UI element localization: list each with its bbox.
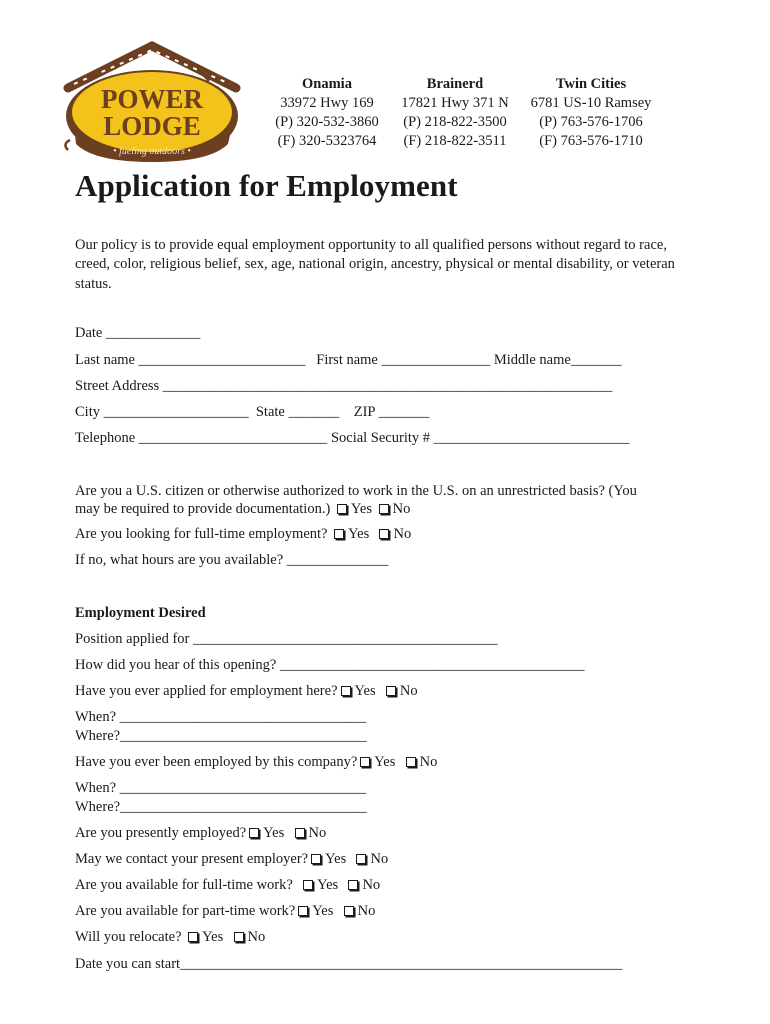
yes-label: Yes [348, 526, 370, 542]
location-phone: (P) 763-576-1706 [539, 114, 643, 130]
location-phone: (P) 320-532-3860 [275, 114, 379, 130]
applied-yes-checkbox[interactable] [341, 686, 351, 696]
presently-yes-checkbox[interactable] [249, 828, 259, 838]
employed-yes-checkbox[interactable] [360, 757, 370, 767]
location-name: Brainerd [426, 76, 484, 92]
fulltime-question-row [75, 526, 411, 543]
city-state-zip-row [75, 404, 429, 421]
location-fax: (F) 763-576-1710 [539, 133, 643, 149]
no-label: No [419, 754, 438, 770]
employed-where-field[interactable]: Where?__________________________________ [75, 799, 367, 815]
no-label: No [399, 683, 418, 699]
presently-employed-question: Are you presently employed? [75, 825, 247, 841]
employed-before-row [75, 754, 437, 771]
start-date-field[interactable]: Date you can start_____________________________________________________________ [75, 956, 623, 972]
hours-available-field[interactable]: If no, what hours are you available? ______________ [75, 552, 389, 568]
parttime-work-yes-checkbox[interactable] [298, 906, 308, 916]
parttime-work-row [75, 903, 375, 920]
contact-yes-checkbox[interactable] [311, 854, 321, 864]
telephone-field[interactable]: Telephone __________________________ [75, 430, 328, 446]
citizen-question-line1: Are you a U.S. citizen or otherwise authorized to work in the U.S. on an unrestricted basis? (You [75, 483, 637, 499]
parttime-work-no-checkbox[interactable] [344, 906, 354, 916]
no-label: No [392, 501, 411, 517]
no-label: No [308, 825, 327, 841]
location-phone: (P) 218-822-3500 [403, 114, 507, 130]
employed-no-checkbox[interactable] [406, 757, 416, 767]
yes-label: Yes [350, 501, 373, 517]
phone-ssn-row [75, 430, 629, 447]
name-row [75, 352, 622, 369]
yes-label: Yes [317, 877, 339, 893]
fulltime-work-no-checkbox[interactable] [348, 880, 358, 890]
logo-line-1: POWER [100, 84, 204, 114]
relocate-yes-checkbox[interactable] [188, 932, 198, 942]
presently-employed-row [75, 825, 326, 842]
yes-label: Yes [263, 825, 285, 841]
relocate-no-checkbox[interactable] [234, 932, 244, 942]
location-name: Twin Cities [555, 76, 627, 92]
location-address: 33972 Hwy 169 [280, 95, 374, 111]
no-label: No [393, 526, 412, 542]
location-name: Onamia [302, 76, 352, 92]
fulltime-no-checkbox[interactable] [379, 529, 389, 539]
location-onamia [265, 75, 389, 151]
city-field[interactable]: City ____________________ [75, 404, 249, 420]
relocate-row [75, 929, 265, 946]
applied-before-question: Have you ever applied for employment here? [75, 683, 338, 699]
no-label: No [357, 903, 376, 919]
fulltime-work-row [75, 877, 380, 894]
yes-label: Yes [312, 903, 334, 919]
relocate-question: Will you relocate? [75, 929, 182, 945]
applied-before-row [75, 683, 418, 700]
parttime-work-question: Are you available for part-time work? [75, 903, 296, 919]
yes-label: Yes [354, 683, 376, 699]
logo-tagline: • fueling outdoors • [113, 146, 191, 157]
no-label: No [247, 929, 266, 945]
middle-name-field[interactable]: Middle name_______ [493, 352, 622, 368]
citizen-question-line2: may be required to provide documentation.) [75, 501, 331, 517]
hear-opening-field[interactable]: How did you hear of this opening? __________________________________________ [75, 657, 585, 673]
state-field[interactable]: State _______ [255, 404, 340, 420]
fulltime-yes-checkbox[interactable] [334, 529, 344, 539]
location-twin-cities [518, 75, 664, 151]
no-label: No [362, 877, 381, 893]
contact-employer-question: May we contact your present employer? [75, 851, 309, 867]
presently-no-checkbox[interactable] [295, 828, 305, 838]
location-address: 17821 Hwy 371 N [401, 95, 509, 111]
last-name-field[interactable]: Last name _______________________ [75, 352, 306, 368]
location-address: 6781 US-10 Ramsey [530, 95, 652, 111]
page-title: Application for Employment [75, 168, 458, 203]
contact-employer-row [75, 851, 388, 868]
date-field[interactable]: Date _____________ [75, 325, 201, 341]
location-fax: (F) 320-5323764 [277, 133, 377, 149]
applied-when-field[interactable]: When? __________________________________ [75, 709, 367, 725]
no-label: No [370, 851, 389, 867]
employment-desired-heading: Employment Desired [75, 605, 206, 621]
fulltime-question: Are you looking for full-time employment? [75, 526, 328, 542]
yes-label: Yes [202, 929, 224, 945]
citizen-question-row [75, 501, 410, 518]
employed-before-question: Have you ever been employed by this company? [75, 754, 358, 770]
first-name-field[interactable]: First name _______________ [316, 352, 491, 368]
position-field[interactable]: Position applied for __________________________________________ [75, 631, 498, 647]
logo-line-2: LODGE [103, 111, 201, 141]
contact-no-checkbox[interactable] [356, 854, 366, 864]
applied-no-checkbox[interactable] [386, 686, 396, 696]
zip-field[interactable]: ZIP _______ [353, 404, 430, 420]
citizen-no-checkbox[interactable] [379, 504, 389, 514]
equal-opportunity-policy: Our policy is to provide equal employment opportunity to all qualified persons without regard to race, creed, color, religious belief, sex, age, national origin, ancestry, physical or mental disability, or veteran status. [75, 237, 675, 292]
ssn-field[interactable]: Social Security # ___________________________ [330, 430, 630, 446]
street-address-field[interactable]: Street Address ______________________________________________________________ [75, 378, 613, 394]
citizen-yes-checkbox[interactable] [337, 504, 347, 514]
fulltime-work-yes-checkbox[interactable] [303, 880, 313, 890]
fulltime-work-question: Are you available for full-time work? [75, 877, 293, 893]
location-brainerd [393, 75, 517, 151]
yes-label: Yes [325, 851, 347, 867]
employed-when-field[interactable]: When? __________________________________ [75, 780, 367, 796]
location-fax: (F) 218-822-3511 [403, 133, 507, 149]
applied-where-field[interactable]: Where?__________________________________ [75, 728, 367, 744]
power-lodge-logo [60, 40, 244, 166]
yes-label: Yes [374, 754, 396, 770]
